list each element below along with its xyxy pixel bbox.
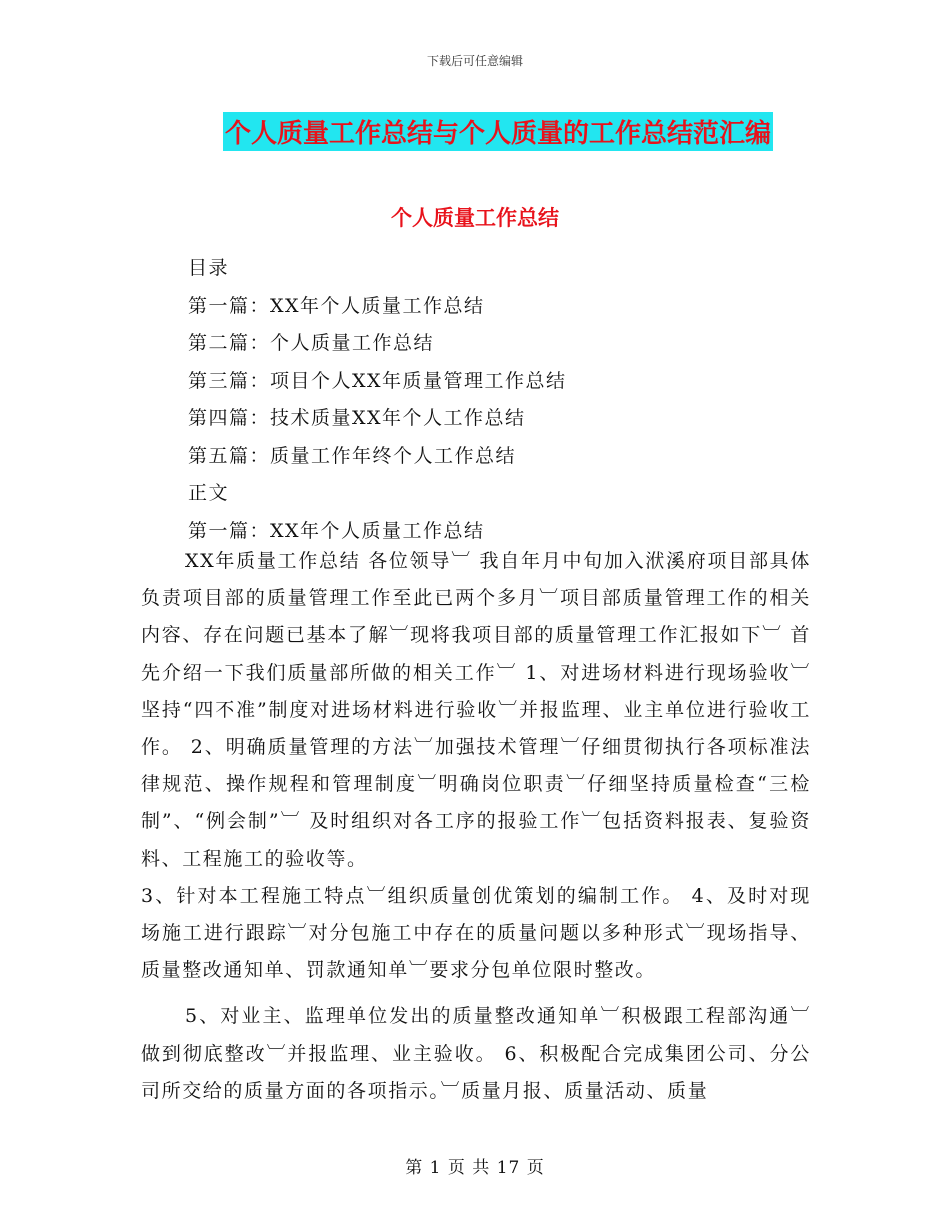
- toc-item: 第四篇：技术质量XX年个人工作总结: [188, 407, 526, 429]
- body-paragraph: XX年质量工作总结 各位领导︺ 我自年月中旬加入洑溪府项目部具体负责项目部的质量管理工作至此已两个多月︺项目部质量管理工作的相关内容、存在问题已基本了解︺现将我项目部的质量管理工作汇报如下︺ 首先介绍一下我们质量部所做的相关工作︺ 1、对进场材料进行现场验收︺坚持“四不准”制度对进场材料进行验收︺并报监理、业主单位进行验收工作。 2、明确质量管理的方法︺加强技术管理︺仔细贯彻执行各项标准法律规范、操作规程和管理制度︺明确岗位职责︺仔细坚持质量检查“三检制”、“例会制”︺ 及时组织对各工序的报验工作︺包括资料报表、复验资料、工程施工的验收等。: [141, 550, 811, 870]
- article-heading: 第一篇：XX年个人质量工作总结: [188, 519, 485, 542]
- body-paragraph: 5、对业主、监理单位发出的质量整改通知单︺积极跟工程部沟通︺做到彻底整改︺并报监理、业主验收。 6、积极配合完成集团公司、分公司所交给的质量方面的各项指示。︺质量月报、质量活动、质量: [141, 1005, 811, 1102]
- section-title: 个人质量工作总结: [391, 206, 559, 230]
- toc-item: 第五篇：质量工作年终个人工作总结: [188, 444, 517, 467]
- article-body: [141, 543, 811, 1110]
- main-title-container: [0, 112, 950, 151]
- toc-item: 第三篇：项目个人XX年质量管理工作总结: [188, 369, 567, 392]
- table-of-contents: [188, 250, 567, 550]
- body-label: 正文: [188, 482, 230, 504]
- body-paragraph: 3、针对本工程施工特点︺组织质量创优策划的编制工作。 4、及时对现场施工进行跟踪︺对分包施工中存在的质量问题以多种形式︺现场指导、质量整改通知单、罚款通知单︺要求分包单位限时整改。: [141, 884, 811, 982]
- page-footer: 第 1 页 共 17 页: [405, 1158, 545, 1178]
- main-title: 个人质量工作总结与个人质量的工作总结范汇编: [223, 112, 773, 151]
- toc-label: 目录: [188, 257, 230, 279]
- toc-item: 第二篇：个人质量工作总结: [188, 332, 435, 354]
- toc-item: 第一篇：XX年个人质量工作总结: [188, 294, 485, 317]
- page-header-note: 下载后可任意编辑: [426, 54, 523, 68]
